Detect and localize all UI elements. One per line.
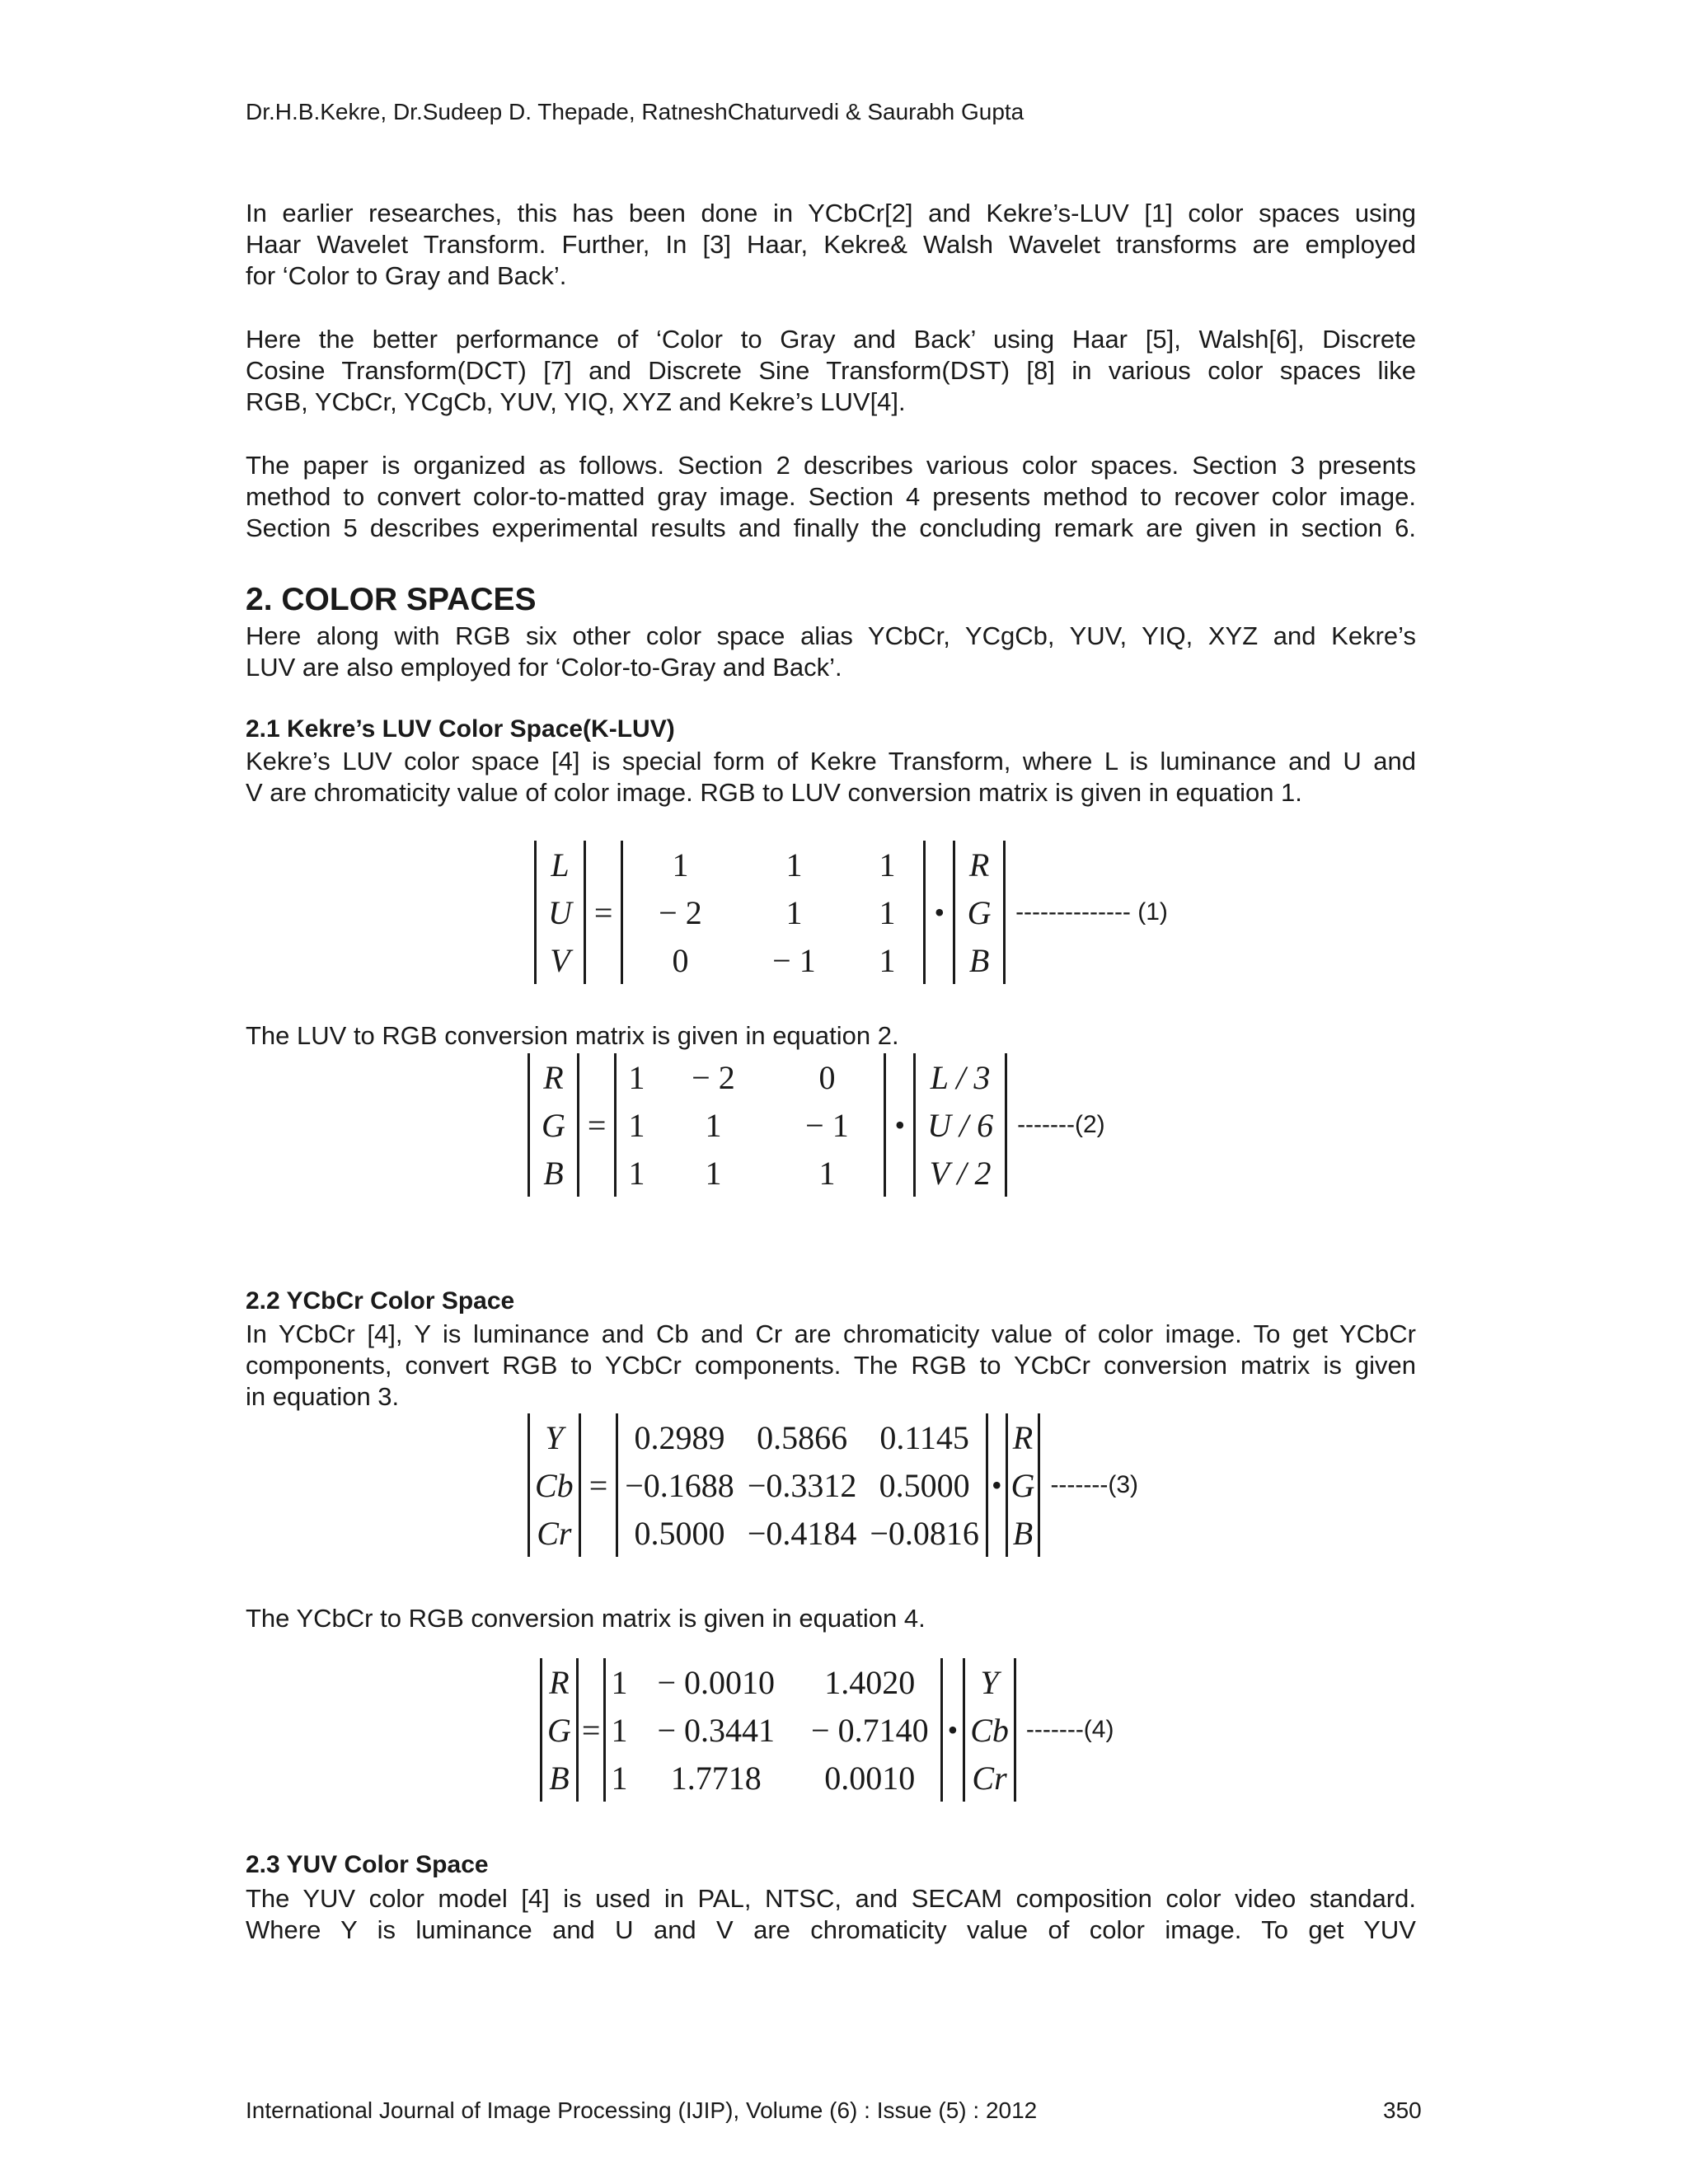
text-line: Where Y is luminance and U and V are chromaticity value of color image. To get YUV (246, 1915, 1416, 1944)
matrix-cell: R (549, 1663, 570, 1701)
matrix-cell: −0.3312 (747, 1466, 857, 1504)
text-line: In YCbCr [4], Y is luminance and Cb and Cr are chromaticity value of color image. To get YCbCr (246, 1319, 1416, 1348)
eq1-lhs-vector (534, 841, 586, 984)
matrix-cell: 1 (879, 846, 896, 883)
matrix-cell: 1 (879, 893, 896, 931)
matrix-cell: G (967, 893, 992, 931)
text-line: In earlier researches, this has been done in YCbCr[2] and Kekre’s-LUV [1] color spaces using (246, 199, 1416, 227)
matrix-cell: 1 (879, 941, 896, 979)
text-line: Kekre’s LUV color space [4] is special form of Kekre Transform, where L is luminance and U and (246, 747, 1416, 776)
matrix-cell: 1 (628, 1058, 645, 1096)
matrix-cell: R (1012, 1418, 1034, 1456)
matrix-cell: 1 (785, 893, 803, 931)
matrix-cell: 0.5000 (634, 1514, 725, 1552)
footer-journal: International Journal of Image Processing (IJIP), Volume (6) : Issue (5) : 2012 (246, 2097, 1038, 2123)
matrix-cell: L / 3 (930, 1058, 991, 1096)
matrix-cell: B (968, 941, 990, 979)
section-2-2-heading: 2.2 YCbCr Color Space (246, 1287, 515, 1315)
matrix-cell: U / 6 (927, 1106, 994, 1144)
matrix-cell: 1 (628, 1106, 645, 1144)
eq3-lhs-vector (528, 1413, 581, 1557)
text-line: The paper is organized as follows. Section 2 describes various color spaces. Section 3 presents (246, 451, 1416, 480)
matrix-cell: − 0.3441 (657, 1711, 776, 1749)
matrix-cell: 0.2989 (634, 1418, 725, 1456)
section-2-text (246, 621, 1416, 683)
matrix-cell: G (547, 1711, 571, 1749)
matrix-cell: 1 (611, 1759, 628, 1797)
text-line: for ‘Color to Gray and Back’. (246, 261, 567, 290)
eq4-lhs-vector (540, 1658, 579, 1802)
matrix-cell: 1 (611, 1711, 628, 1749)
equals-sign: = (587, 1106, 607, 1144)
text-line: components, convert RGB to YCbCr components. The RGB to YCbCr conversion matrix is given (246, 1351, 1416, 1380)
matrix-cell: Cb (535, 1466, 574, 1504)
section-2-1-heading: 2.1 Kekre’s LUV Color Space(K-LUV) (246, 715, 675, 743)
text-line: Here the better performance of ‘Color to Gray and Back’ using Haar [5], Walsh[6], Discrete (246, 325, 1416, 354)
matrix-cell: −0.1688 (625, 1466, 734, 1504)
equation-2 (528, 1053, 1105, 1197)
eq3-matrix (616, 1413, 988, 1557)
matrix-cell: G (542, 1106, 565, 1144)
matrix-cell: B (543, 1154, 564, 1192)
matrix-cell: 1 (628, 1154, 645, 1192)
equation-number: -------------- (1) (1015, 898, 1168, 926)
equals-sign: = (588, 1466, 608, 1504)
dot-operator: • (934, 896, 945, 929)
equals-sign: = (593, 893, 613, 931)
text-line: Cosine Transform(DCT) [7] and Discrete Sine Transform(DST) [8] in various color spaces like (246, 356, 1416, 385)
text-line: method to convert color-to-matted gray image. Section 4 presents method to recover color image. (246, 482, 1416, 511)
matrix-cell: B (549, 1759, 570, 1797)
eq4-rhs-vector (963, 1658, 1016, 1802)
section-2-3-text (246, 1883, 1416, 1946)
matrix-cell: R (543, 1058, 564, 1096)
matrix-cell: 0.1145 (879, 1418, 969, 1456)
matrix-cell: 0.5866 (757, 1418, 848, 1456)
eq4-intro-text (246, 1603, 1416, 1634)
matrix-cell: L (551, 846, 570, 883)
equation-3 (528, 1413, 1138, 1557)
matrix-cell: 1.7718 (670, 1759, 762, 1797)
matrix-cell: 1 (785, 846, 803, 883)
matrix-cell: − 0.7140 (811, 1711, 929, 1749)
section-2-heading: 2. COLOR SPACES (246, 582, 537, 617)
matrix-cell: −0.0816 (870, 1514, 979, 1552)
matrix-cell: 1 (705, 1106, 722, 1144)
eq2-matrix (614, 1053, 886, 1197)
eq2-rhs-vector (913, 1053, 1007, 1197)
matrix-cell: 1 (611, 1663, 628, 1701)
matrix-cell: R (968, 846, 990, 883)
intro-paragraph-2 (246, 324, 1416, 418)
section-2-2-text (246, 1319, 1416, 1413)
matrix-cell: 1 (672, 846, 689, 883)
dot-operator: • (894, 1108, 906, 1141)
intro-paragraph-1 (246, 198, 1416, 292)
equation-number: -------(3) (1050, 1471, 1139, 1498)
matrix-cell: 1.4020 (824, 1663, 916, 1701)
matrix-cell: V (550, 941, 570, 979)
matrix-cell: Cr (537, 1514, 572, 1552)
matrix-cell: − 1 (772, 941, 816, 979)
dot-operator: • (947, 1713, 959, 1746)
matrix-cell: B (1012, 1514, 1034, 1552)
matrix-cell: G (1010, 1466, 1035, 1504)
text-line: Section 5 describes experimental results and finally the concluding remark are given in section 6. (246, 513, 1416, 542)
eq4-matrix (603, 1658, 942, 1802)
matrix-cell: − 2 (659, 893, 702, 931)
section-2-1-text (246, 746, 1416, 808)
text-line: The LUV to RGB conversion matrix is given in equation 2. (246, 1021, 899, 1050)
section-2-3-heading: 2.3 YUV Color Space (246, 1851, 489, 1878)
equals-sign: = (581, 1711, 601, 1749)
matrix-cell: V / 2 (929, 1154, 992, 1192)
text-line: The YCbCr to RGB conversion matrix is given in equation 4. (246, 1604, 926, 1633)
matrix-cell: 0 (818, 1058, 836, 1096)
text-line: in equation 3. (246, 1382, 400, 1411)
equation-number: -------(4) (1025, 1716, 1114, 1743)
matrix-cell: 0 (672, 941, 689, 979)
dot-operator: • (991, 1469, 1002, 1502)
text-line: Haar Wavelet Transform. Further, In [3] Haar, Kekre& Walsh Wavelet transforms are employed (246, 230, 1416, 259)
text-line: The YUV color model [4] is used in PAL, NTSC, and SECAM composition color video standard. (246, 1884, 1416, 1913)
eq1-matrix (621, 841, 926, 984)
matrix-cell: Y (545, 1418, 564, 1456)
matrix-cell: 0.5000 (879, 1466, 970, 1504)
matrix-cell: Y (980, 1663, 999, 1701)
matrix-cell: −0.4184 (747, 1514, 857, 1552)
eq2-intro-text (246, 1020, 1416, 1052)
text-line: V are chromaticity value of color image. RGB to LUV conversion matrix is given in equation 1. (246, 778, 1302, 807)
matrix-cell: 1 (705, 1154, 722, 1192)
equation-4 (540, 1658, 1114, 1802)
eq3-rhs-vector (1006, 1413, 1041, 1557)
intro-paragraph-3 (246, 450, 1416, 544)
matrix-cell: − 1 (805, 1106, 849, 1144)
text-line: Here along with RGB six other color space alias YCbCr, YCgCb, YUV, YIQ, XYZ and Kekre’s (246, 621, 1416, 650)
text-line: LUV are also employed for ‘Color-to-Gray and Back’. (246, 653, 842, 682)
matrix-cell: − 2 (692, 1058, 735, 1096)
matrix-cell: U (548, 893, 572, 931)
matrix-cell: − 0.0010 (657, 1663, 776, 1701)
page-number: 350 (1383, 2097, 1422, 2123)
matrix-cell: Cb (970, 1711, 1009, 1749)
equation-1 (534, 841, 1168, 984)
matrix-cell: 1 (818, 1154, 836, 1192)
matrix-cell: 0.0010 (824, 1759, 916, 1797)
running-header: Dr.H.B.Kekre, Dr.Sudeep D. Thepade, RatneshChaturvedi & Saurabh Gupta (246, 99, 1025, 124)
eq2-lhs-vector (528, 1053, 579, 1197)
text-line: RGB, YCbCr, YCgCb, YUV, YIQ, XYZ and Kekre’s LUV[4]. (246, 387, 906, 416)
equation-number: -------(2) (1017, 1111, 1105, 1138)
matrix-cell: Cr (972, 1759, 1007, 1797)
eq1-rhs-vector (953, 841, 1006, 984)
